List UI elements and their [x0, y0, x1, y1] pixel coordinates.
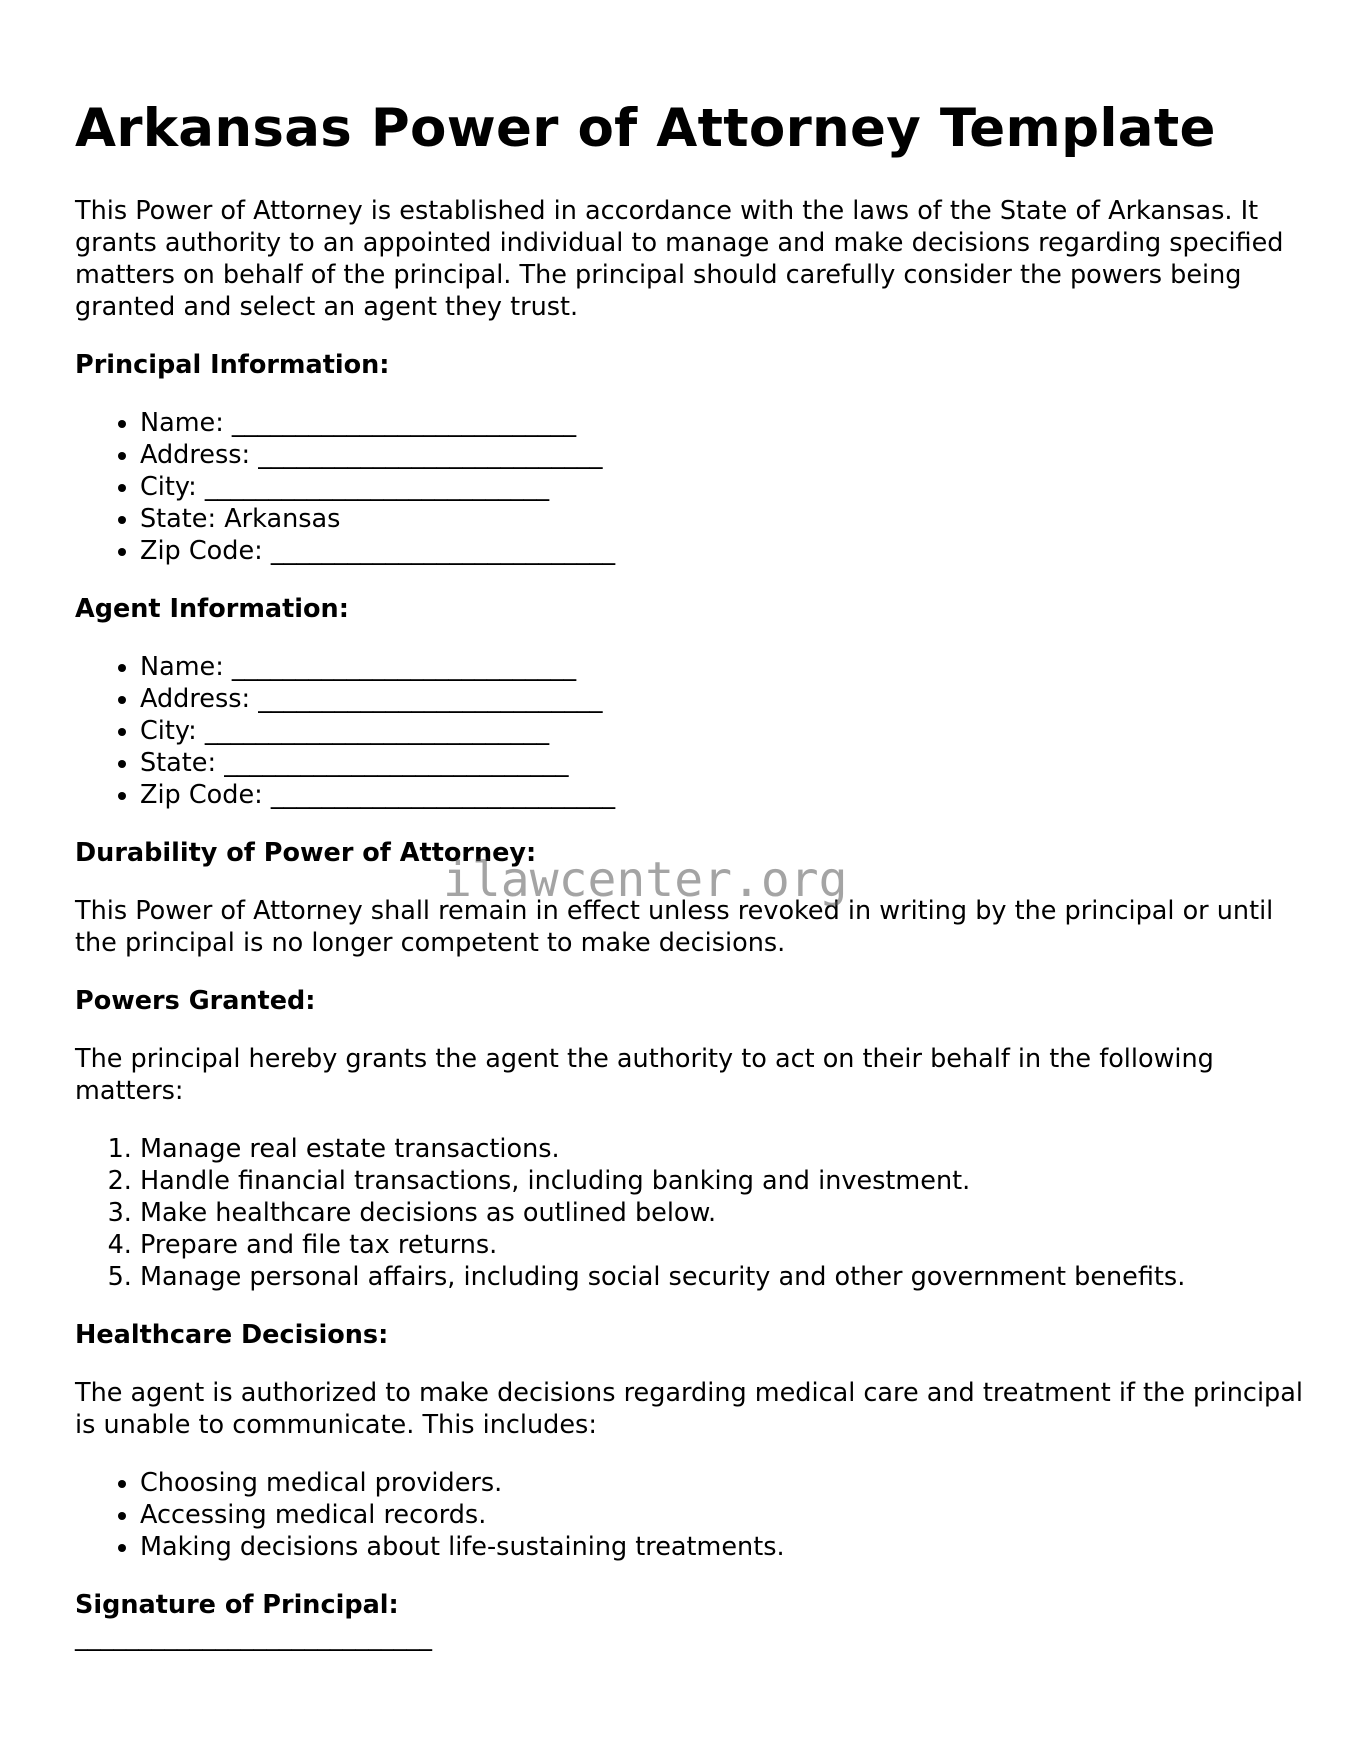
healthcare-heading: Healthcare Decisions: — [75, 1320, 389, 1350]
healthcare-paragraph: The agent is authorized to make decisions regarding medical care and treatment if the principal is unable to communicate. This includes: — [75, 1378, 1303, 1440]
durability-heading: Durability of Power of Attorney: — [75, 838, 537, 868]
power-item: 4. Prepare and file tax returns. — [140, 1229, 1305, 1261]
durability-paragraph: This Power of Attorney shall remain in effect unless revoked in writing by the principal or until the principal is no longer competent to make decisions. — [75, 896, 1274, 958]
healthcare-item: • Choosing medical providers. — [140, 1467, 1305, 1499]
principal-list — [75, 407, 1305, 567]
powers-paragraph: The principal hereby grants the agent the authority to act on their behalf in the following matters: — [75, 1044, 1214, 1106]
agent-address-field: • Address: ___________________________ — [140, 683, 1305, 715]
power-item: 1. Manage real estate transactions. — [140, 1133, 1305, 1165]
principal-city-field: • City: ___________________________ — [140, 471, 1305, 503]
document-title: Arkansas Power of Attorney Template — [75, 98, 1216, 159]
principal-address-field: • Address: ___________________________ — [140, 439, 1305, 471]
agent-name-field: • Name: ___________________________ — [140, 651, 1305, 683]
intro-paragraph: This Power of Attorney is established in accordance with the laws of the State of Arkansas. It grants authority to an appointed individual to manage and make decisions regarding specified matters on behalf of the principal. The principal should carefully consider the powers being granted and select an agent they trust. — [75, 196, 1284, 322]
power-item: 5. Manage personal affairs, including social security and other government benefits. — [140, 1261, 1305, 1293]
principal-name-field: • Name: ___________________________ — [140, 407, 1305, 439]
power-item: 2. Handle financial transactions, including banking and investment. — [140, 1165, 1305, 1197]
power-item: 3. Make healthcare decisions as outlined below. — [140, 1197, 1305, 1229]
principal-state-field: • State: Arkansas — [140, 503, 1305, 535]
watermark-text: ilawcenter.org — [443, 852, 848, 908]
document-page — [75, 0, 1305, 1653]
healthcare-item: • Making decisions about life-sustaining treatments. — [140, 1531, 1305, 1563]
principal-zip-field: • Zip Code: ___________________________ — [140, 535, 1305, 567]
principal-heading: Principal Information: — [75, 350, 390, 380]
signature-line: ____________________________ — [75, 1622, 432, 1652]
powers-list — [75, 1133, 1305, 1293]
healthcare-item: • Accessing medical records. — [140, 1499, 1305, 1531]
agent-zip-field: • Zip Code: ___________________________ — [140, 779, 1305, 811]
powers-heading: Powers Granted: — [75, 986, 316, 1016]
agent-city-field: • City: ___________________________ — [140, 715, 1305, 747]
agent-list — [75, 651, 1305, 811]
healthcare-list — [75, 1467, 1305, 1563]
agent-heading: Agent Information: — [75, 594, 349, 624]
signature-heading: Signature of Principal: — [75, 1590, 399, 1620]
agent-state-field: • State: ___________________________ — [140, 747, 1305, 779]
